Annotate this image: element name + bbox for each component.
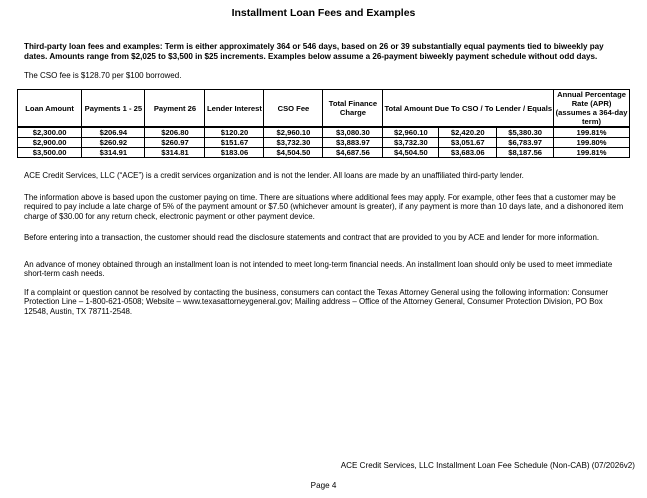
cell-apr: 199.80% [554,138,630,148]
cell-payments: $260.92 [82,138,145,148]
cell-lender-interest: $120.20 [205,127,264,138]
cell-due-total: $6,783.97 [497,138,554,148]
cell-lender-interest: $151.67 [205,138,264,148]
table-row [18,138,630,148]
cell-lender-interest: $183.06 [205,148,264,158]
fee-table [17,89,630,158]
cell-total-finance-charge: $3,883.97 [323,138,383,148]
header-total-amount-due: Total Amount Due To CSO / To Lender / Equals [383,90,554,128]
footer-text: ACE Credit Services, LLC Installment Loan Fee Schedule (Non-CAB) (07/2026v2) [340,461,635,470]
cell-due-total: $8,187.56 [497,148,554,158]
short-term-needs-paragraph: An advance of money obtained through an installment loan is not intended to meet long-term financial needs. An installment loan should only be used to meet immediate short-term cash needs. [24,260,613,279]
cell-due-to-cso: $2,960.10 [383,127,439,138]
header-payments: Payments 1 - 25 [82,90,145,128]
header-loan-amount: Loan Amount [18,90,82,128]
cell-apr: 199.81% [554,148,630,158]
cell-cso-fee: $2,960.10 [264,127,323,138]
cell-due-to-cso: $3,732.30 [383,138,439,148]
cell-payment-26: $206.80 [145,127,205,138]
additional-fees-paragraph: The information above is based upon the customer paying on time. There are situations where additional fees may apply. For example, other fees that a customer may be required to pay include a late charge of 5% of the payment amount or $7.50 (whichever amount is greater), if any payment is more than 10 days late, and a dishonored item charge of $30.00 for any return check, electronic payment or other payment device. [24,193,624,221]
cell-total-finance-charge: $3,080.30 [323,127,383,138]
cell-loan-amount: $3,500.00 [18,148,82,158]
table-header-row [18,90,630,128]
cell-loan-amount: $2,300.00 [18,127,82,138]
cell-loan-amount: $2,900.00 [18,138,82,148]
cell-due-to-lender: $2,420.20 [439,127,497,138]
cell-cso-fee: $3,732.30 [264,138,323,148]
header-cso-fee: CSO Fee [264,90,323,128]
table-row [18,148,630,158]
cell-payment-26: $314.81 [145,148,205,158]
cell-payment-26: $260.97 [145,138,205,148]
disclaimer-paragraph: ACE Credit Services, LLC (“ACE”) is a credit services organization and is not the lender. All loans are made by an unaffiliated third-party lender. [24,171,524,180]
header-payment-26: Payment 26 [145,90,205,128]
disclosure-paragraph: Before entering into a transaction, the customer should read the disclosure statements and contract that are provided to you by ACE and lender for more information. [24,233,600,242]
header-apr: Annual Percentage Rate (APR) (assumes a 364-day term) [554,90,630,128]
page-number: Page 4 [310,481,337,490]
cell-due-to-cso: $4,504.50 [383,148,439,158]
cell-due-total: $5,380.30 [497,127,554,138]
cell-due-to-lender: $3,051.67 [439,138,497,148]
complaint-paragraph: If a complaint or question cannot be resolved by contacting the business, consumers can contact the Texas Attorney General using the following information: Consumer Protection Line – 1-800-621-0508; Website – www.texasattorneygeneral.gov; Mailing address – Office of the Attorney General, Consumer Protection Division, PO Box 12548, Austin, TX 78711-2548. [24,288,609,316]
header-total-finance-charge: Total Finance Charge [323,90,383,128]
document-title: Installment Loan Fees and Examples [231,7,416,19]
header-lender-interest: Lender Interest [205,90,264,128]
cell-total-finance-charge: $4,687.56 [323,148,383,158]
cell-due-to-lender: $3,683.06 [439,148,497,158]
cso-fee-note: The CSO fee is $128.70 per $100 borrowed. [24,71,182,80]
cell-apr: 199.81% [554,127,630,138]
cell-payments: $206.94 [82,127,145,138]
cell-payments: $314.91 [82,148,145,158]
table-row [18,127,630,138]
cell-cso-fee: $4,504.50 [264,148,323,158]
intro-paragraph: Third-party loan fees and examples: Term is either approximately 364 or 546 days, based on 26 or 39 substantially equal payments tied to biweekly pay dates. Amounts range from $2,025 to $3,500 in $25 increments. Examples below assume a 26-payment biweekly payment schedule without odd days. [24,42,604,61]
